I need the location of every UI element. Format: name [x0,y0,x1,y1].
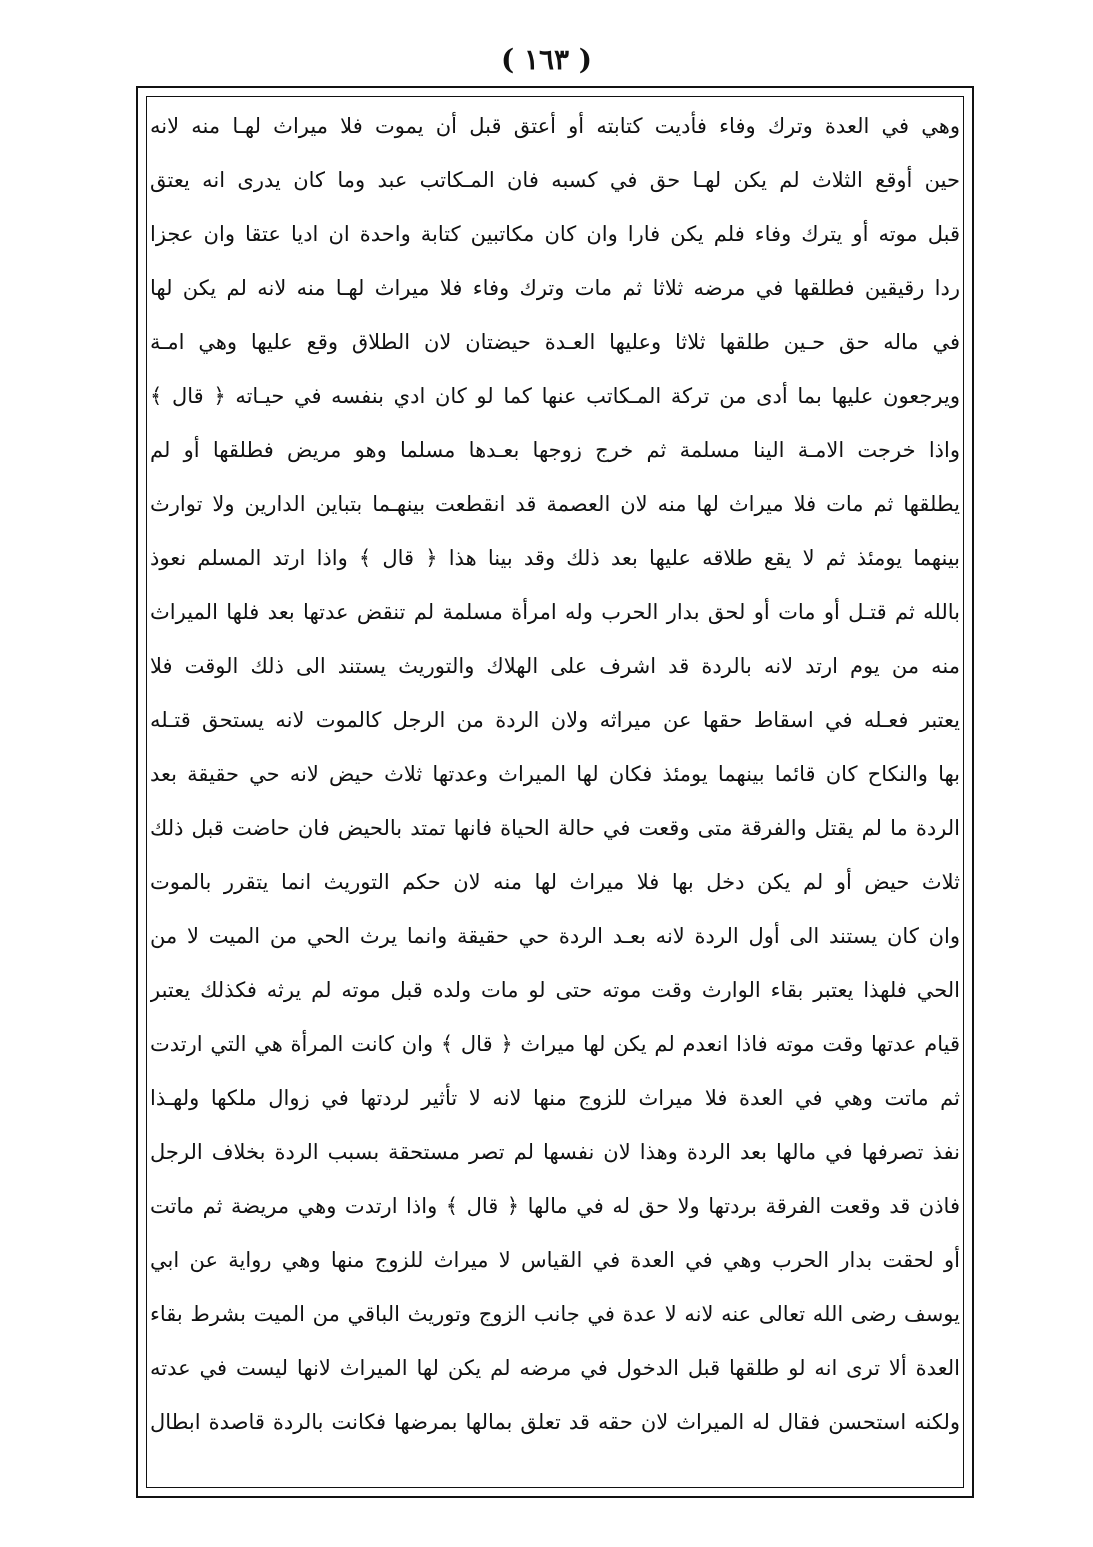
page-number: ( ١٦٣ ) [500,43,593,76]
text-line: الردة ما لم يقتل والفرقة متى وقعت في حالة الحياة فانها تمتد بالحيض فان حاضت قبل ذلك [150,816,960,840]
text-line: ردا رقيقين فطلقها في مرضه ثلاثا ثم مات وترك وفاء فلا ميراث لهـا منه لانه لم يكن لها [150,276,960,300]
text-line: أو لحقت بدار الحرب وهي في العدة في القياس لا ميراث للزوج منها وهي رواية عن ابي [150,1248,960,1272]
text-line: يطلقها ثم مات فلا ميراث لها منه لان العصمة قد انقطعت بينهـما بتباين الدارين ولا توارث [150,492,960,516]
text-line: يوسف رضى الله تعالى عنه لانه لا عدة في جانب الزوج وتوريث الباقي من الميت بشرط بقاء [150,1302,960,1326]
text-line: حين أوقع الثلاث لم يكن لهـا حق في كسبه فان المـكاتب عبد وما كان يدرى انه يعتق [150,168,960,192]
text-line: وهي في العدة وترك وفاء فأديت كتابته أو أعتق قبل أن يموت فلا ميراث لهـا منه لانه [150,114,960,138]
text-line: واذا خرجت الامـة الينا مسلمة ثم خرج زوجها بعـدها مسلما وهو مريض فطلقها أو لم [150,438,960,462]
text-line: ويرجعون عليها بما أدى من تركة المـكاتب عنها كما لو كان ادي بنفسه في حيـاته ﴿ قال ﴾ [150,384,960,408]
text-line: قيام عدتها وقت موته فاذا انعدم لم يكن لها ميراث ﴿ قال ﴾ وان كانت المرأة هي التي ارتدت [150,1032,960,1056]
text-line: ثم ماتت وهي في العدة فلا ميراث للزوج منها لانه لا تأثير لردتها في زوال ملكها ولهـذا [150,1086,960,1110]
text-line: ثلاث حيض أو لم يكن دخل بها فلا ميراث لها منه لان حكم التوريث انما يتقرر بالموت [150,870,960,894]
text-line: منه من يوم ارتد لانه بالردة قد اشرف على الهلاك والتوريث يستند الى ذلك الوقت فلا [150,654,960,678]
text-line: بها والنكاح كان قائما بينهما يومئذ فكان لها الميراث وعدتها ثلاث حيض لانه حي حقيقة بعد [150,762,960,786]
text-line: بالله ثم قتـل أو مات أو لحق بدار الحرب وله امرأة مسلمة لم تنقض عدتها بعد فلها الميراث [150,600,960,624]
text-line: وان كان يستند الى أول الردة لانه بعـد الردة حي حقيقة وانما يرث الحي من الميت لا من [150,924,960,948]
text-line: يعتبر فعـله في اسقاط حقها عن ميراثه ولان الردة من الرجل كالموت لانه يستحق قتـله [150,708,960,732]
text-line: قبل موته أو يترك وفاء فلم يكن فارا وان كان مكاتبين كتابة واحدة ان اديا عتقا وان عجزا [150,222,960,246]
text-line: بينهما يومئذ ثم لا يقع طلاقه عليها بعد ذلك وقد بينا هذا ﴿ قال ﴾ واذا ارتد المسلم نعوذ [150,546,960,570]
text-line: فاذن قد وقعت الفرقة بردتها ولا حق له في مالها ﴿ قال ﴾ واذا ارتدت وهي مريضة ثم ماتت [150,1194,960,1218]
text-line: في ماله حق حـين طلقها ثلاثا وعليها العـدة حيضتان لان الطلاق وقع عليها وهي امـة [150,330,960,354]
text-line: العدة ألا ترى انه لو طلقها قبل الدخول في مرضه لم يكن لها الميراث لانها ليست في عدته [150,1356,960,1380]
text-line: نفذ تصرفها في مالها بعد الردة وهذا لان نفسها لم تصر مستحقة بسبب الردة بخلاف الرجل [150,1140,960,1164]
text-body [150,105,960,1485]
text-line: الحي فلهذا يعتبر بقاء الوارث وقت موته حتى لو مات ولده قبل موته لم يرثه فكذلك يعتبر [150,978,960,1002]
text-line: ولكنه استحسن فقال له الميراث لان حقه قد تعلق بمالها بمرضها فكانت بالردة قاصدة ابطال [150,1410,960,1434]
